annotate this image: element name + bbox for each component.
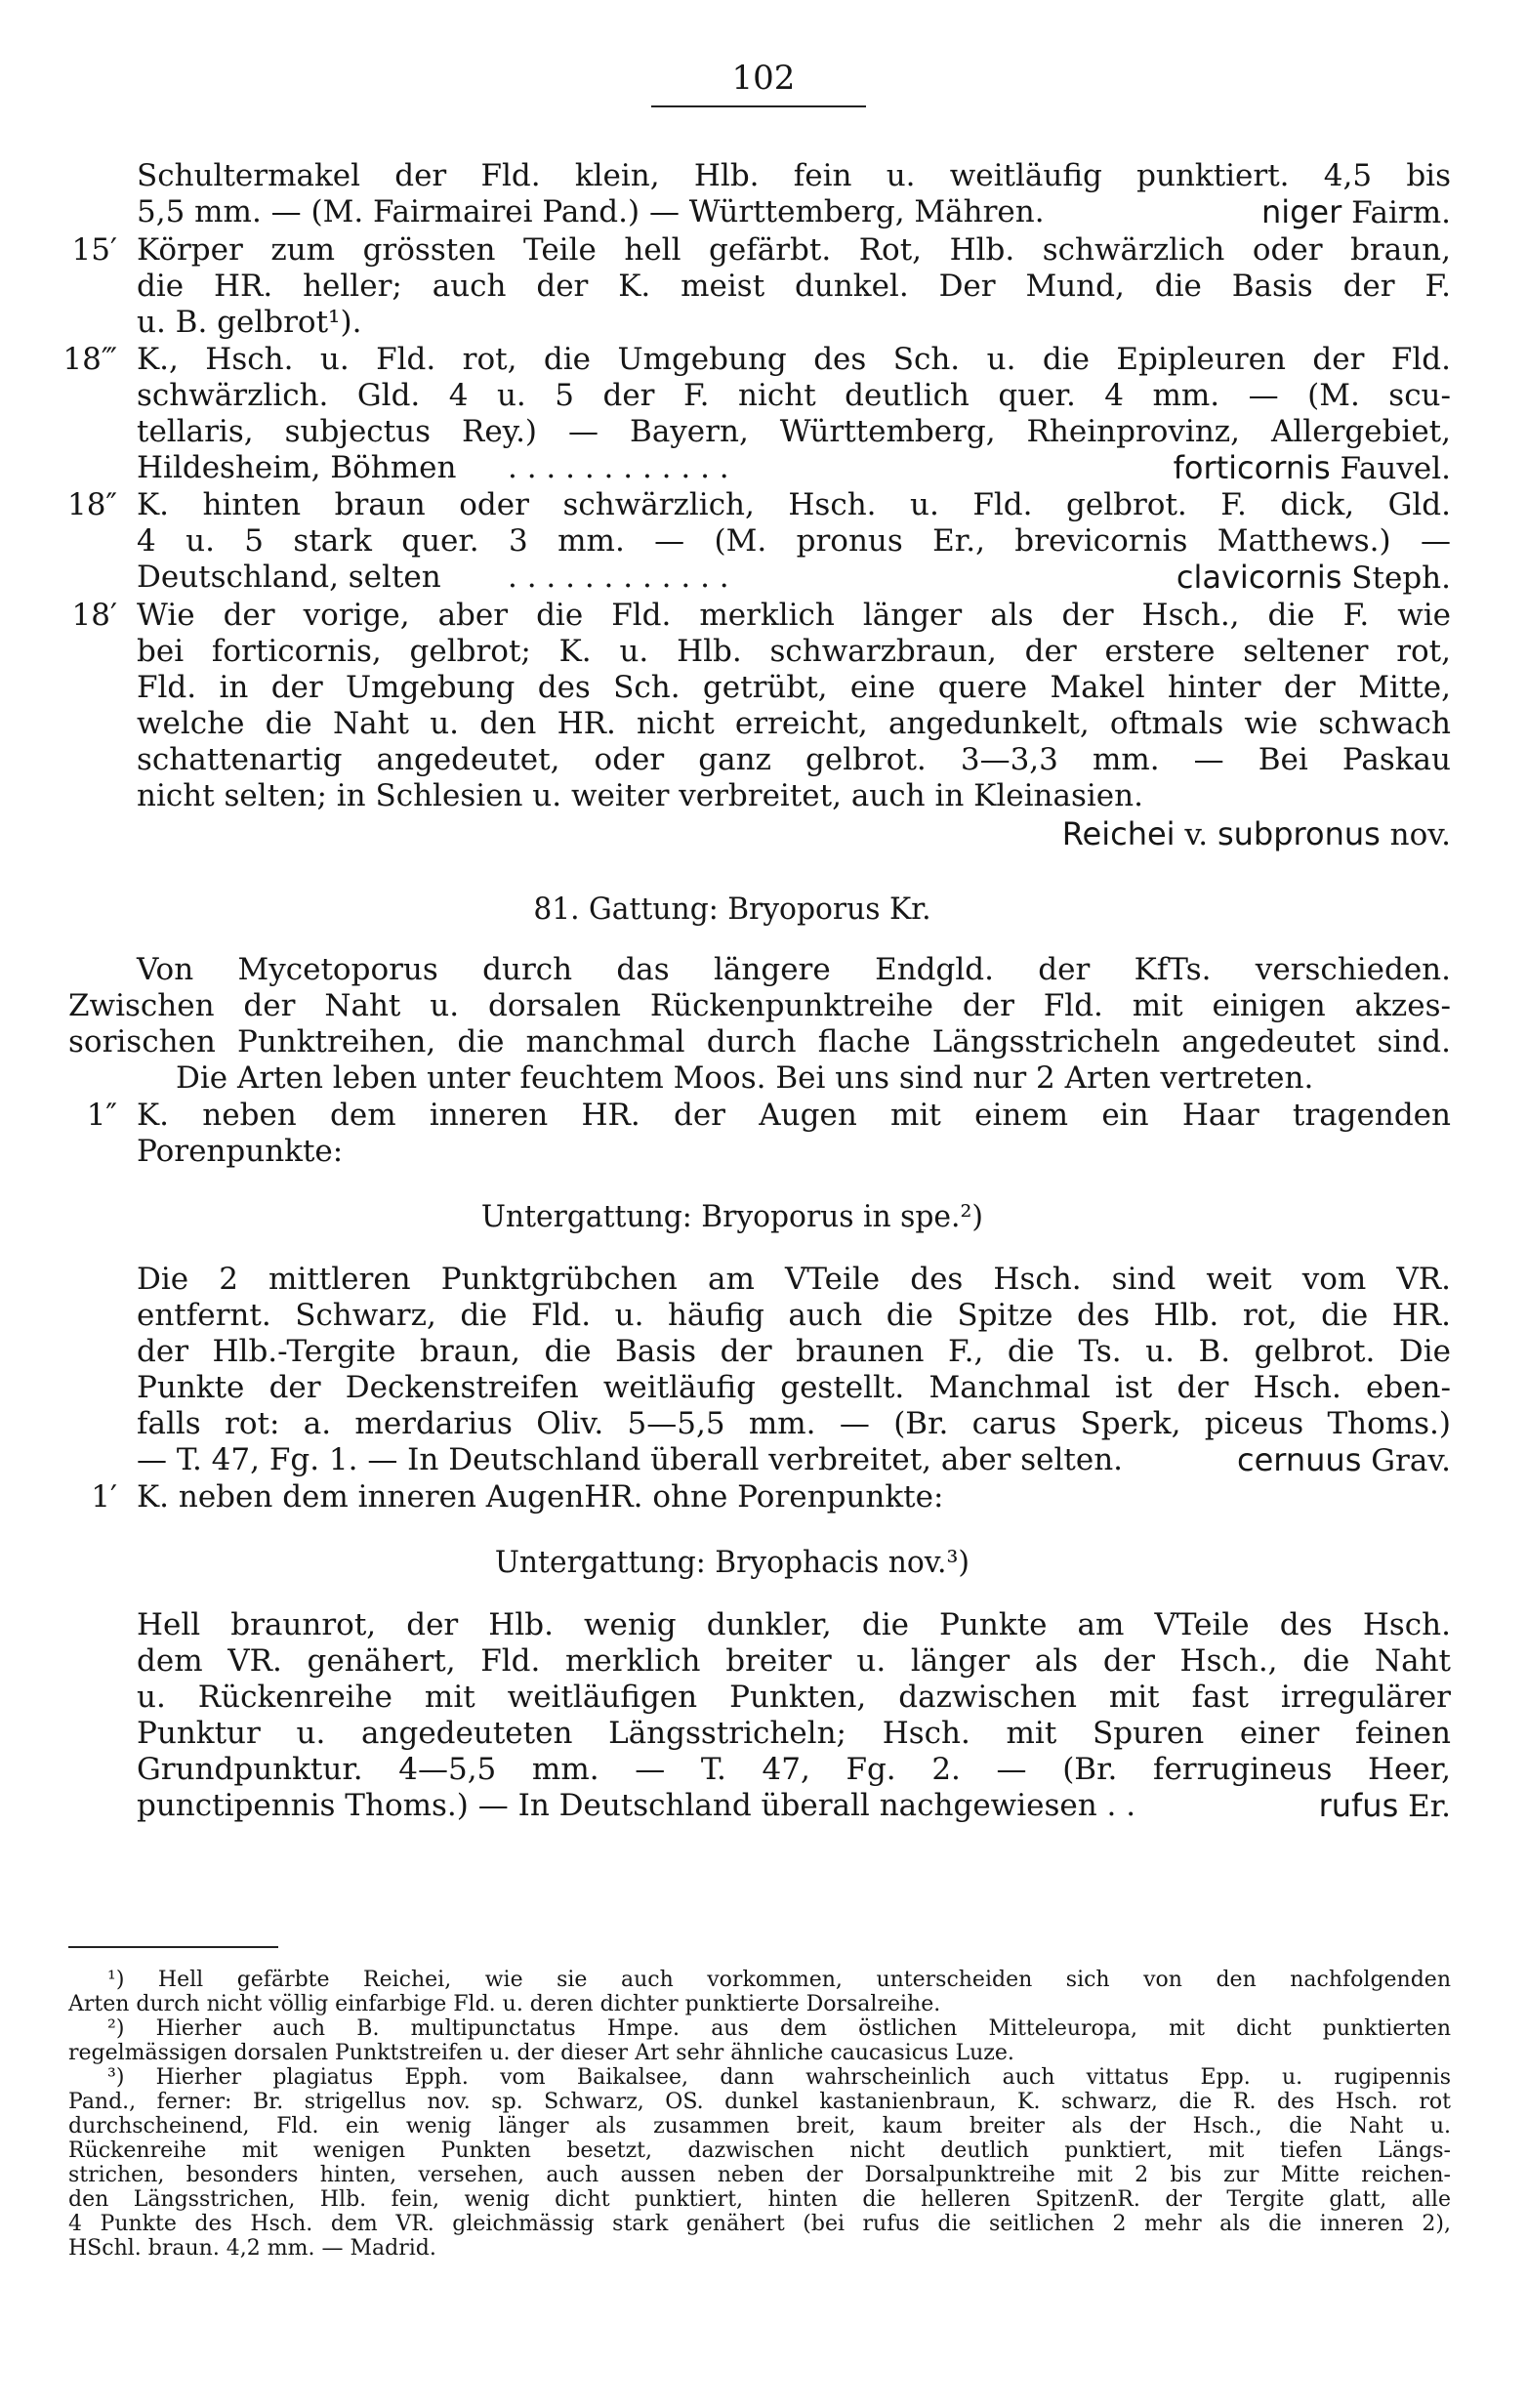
leader-dots: . . . . . . . . . . . .	[508, 560, 729, 595]
footnote-line: regelmässigen dorsalen Punktstreifen u. der dieser Art sehr ähnliche caucasicus Luze.	[68, 2041, 1014, 2065]
header-rule	[651, 105, 866, 107]
species-author: Grav.	[1371, 1443, 1451, 1478]
footnote-line: Arten durch nicht völlig einfarbige Fld. u. deren dichter punktierte Dorsalreihe.	[68, 1992, 941, 2016]
footnote-line: 4 Punkte des Hsch. dem VR. gleichmässig stark genähert (bei rufus die seitlichen 2 mehr als die inneren 2),	[68, 2212, 1451, 2236]
text-line: Die Arten leben unter feuchtem Moos. Bei uns sind nur 2 Arten vertreten.	[176, 1060, 1314, 1096]
subgenus-heading: Untergattung: Bryophacis nov.³)	[494, 1545, 970, 1580]
text-line: punctipennis Thoms.) — In Deutschland überall nachgewiesen . .	[137, 1788, 1136, 1823]
text-line: dem VR. genähert, Fld. merklich breiter u. länger als der Hsch., die Naht	[137, 1643, 1451, 1679]
footnote-line: den Längsstrichen, Hlb. fein, wenig dicht punktiert, hinten die helleren SpitzenR. der Tergite glatt, alle	[68, 2187, 1451, 2212]
text-line: die HR. heller; auch der K. meist dunkel. Der Mund, die Basis der F.	[137, 269, 1451, 304]
couplet-number: 18‴	[62, 342, 117, 377]
text-line: schattenartig angedeutet, oder ganz gelbrot. 3—3,3 mm. — Bei Paskau	[137, 742, 1451, 777]
species-rank: v.	[1184, 817, 1209, 852]
text-line: Wie der vorige, aber die Fld. merklich länger als der Hsch., die F. wie	[137, 598, 1451, 633]
text-line: K. hinten braun oder schwärzlich, Hsch. u. Fld. gelbrot. F. dick, Gld.	[137, 487, 1451, 522]
text-line: u. Rückenreihe mit weitläufigen Punkten, dazwischen mit fast irregulärer	[137, 1680, 1451, 1715]
species-entry	[1074, 1442, 1451, 1478]
footnote-line: ³) Hierher plagiatus Epph. vom Baikalsee, dann wahrscheinlich auch vittatus Epp. u. rugipennis	[107, 2065, 1451, 2090]
species-entry	[976, 450, 1451, 486]
text-line: Hildesheim, Böhmen	[137, 450, 457, 485]
text-line: u. B. gelbrot¹).	[137, 305, 362, 340]
subgenus-heading: Untergattung: Bryoporus in spe.²)	[480, 1199, 983, 1234]
subspecies-name: subpronus	[1217, 815, 1381, 852]
footnote-line: ²) Hierher auch B. multipunctatus Hmpe. aus dem östlichen Mitteleuropa, mit dicht punktierten	[107, 2016, 1451, 2041]
species-name: Reichei	[1061, 815, 1176, 852]
text-line: sorischen Punktreihen, die manchmal durch flache Längsstricheln angedeutet sind.	[68, 1024, 1451, 1059]
text-line: Hell braunrot, der Hlb. wenig dunkler, die Punkte am VTeile des Hsch.	[137, 1607, 1451, 1642]
text-line: Grundpunktur. 4—5,5 mm. — T. 47, Fg. 2. — (Br. ferrugineus Heer,	[137, 1752, 1451, 1787]
text-line: schwärzlich. Gld. 4 u. 5 der F. nicht deutlich quer. 4 mm. — (M. scu-	[137, 378, 1451, 413]
footnote-line: HSchl. braun. 4,2 mm. — Madrid.	[68, 2236, 436, 2261]
species-entry	[879, 816, 1451, 852]
couplet-number: 15′	[71, 232, 117, 268]
species-entry	[1172, 1788, 1451, 1824]
text-line: Punkte der Deckenstreifen weitläufig gestellt. Manchmal ist der Hsch. eben-	[137, 1370, 1451, 1405]
text-line: nicht selten; in Schlesien u. weiter verbreitet, auch in Kleinasien.	[137, 778, 1143, 813]
species-name: cernuus	[1236, 1441, 1362, 1478]
text-line: Von Mycetoporus durch das längere Endgld. der KfTs. verschieden.	[137, 952, 1451, 987]
text-line: Punktur u. angedeuteten Längsstricheln; Hsch. mit Spuren einer feinen	[137, 1716, 1451, 1751]
footnote-line: ¹) Hell gefärbte Reichei, wie sie auch vorkommen, unterscheiden sich von den nachfolgenden	[107, 1968, 1451, 1992]
text-line: K. neben dem inneren HR. der Augen mit einem ein Haar tragenden	[137, 1098, 1451, 1133]
species-author: Er.	[1408, 1789, 1451, 1824]
species-author: nov.	[1389, 817, 1451, 852]
text-line: Zwischen der Naht u. dorsalen Rückenpunktreihe der Fld. mit einigen akzes-	[68, 988, 1451, 1023]
footnote-line: durchscheinend, Fld. ein wenig länger als zusammen breit, kaum breiter als der Hsch., die Naht u.	[68, 2114, 1451, 2138]
text-line: Deutschland, selten	[137, 560, 441, 595]
species-entry	[976, 194, 1451, 230]
species-author: Fairm.	[1351, 195, 1451, 230]
footnote-line: strichen, besonders hinten, versehen, auch aussen neben der Dorsalpunktreihe mit 2 bis zur Mitte reichen-	[68, 2163, 1451, 2187]
text-line: bei forticornis, gelbrot; K. u. Hlb. schwarzbraun, der erstere seltener rot,	[137, 634, 1451, 669]
footnote-rule	[68, 1946, 278, 1948]
couplet-number: 1″	[86, 1098, 117, 1133]
text-line: K. neben dem inneren AugenHR. ohne Porenpunkte:	[137, 1479, 944, 1515]
text-line: Fld. in der Umgebung des Sch. getrübt, eine quere Makel hinter der Mitte,	[137, 670, 1451, 705]
text-line: K., Hsch. u. Fld. rot, die Umgebung des Sch. u. die Epipleuren der Fld.	[137, 342, 1451, 377]
couplet-number: 1′	[91, 1479, 117, 1515]
species-name: niger	[1260, 193, 1342, 230]
page-number: 102	[731, 59, 796, 98]
text-line: Die 2 mittleren Punktgrübchen am VTeile des Hsch. sind weit vom VR.	[137, 1262, 1451, 1297]
species-name: forticornis	[1173, 449, 1331, 486]
species-name: clavicornis	[1176, 559, 1342, 596]
text-line: Körper zum grössten Teile hell gefärbt. Rot, Hlb. schwärzlich oder braun,	[137, 232, 1451, 268]
text-line: entfernt. Schwarz, die Fld. u. häufig auch die Spitze des Hlb. rot, die HR.	[137, 1298, 1451, 1333]
species-author: Fauvel.	[1340, 451, 1451, 486]
text-line: der Hlb.-Tergite braun, die Basis der braunen F., die Ts. u. B. gelbrot. Die	[137, 1334, 1451, 1369]
footnote-line: Rückenreihe mit wenigen Punkten besetzt, dazwischen nicht deutlich punktiert, mit tiefen Längs-	[68, 2138, 1451, 2163]
text-line: Schultermakel der Fld. klein, Hlb. fein u. weitläufig punktiert. 4,5 bis	[137, 158, 1451, 193]
text-line: — T. 47, Fg. 1. — In Deutschland überall verbreitet, aber selten.	[137, 1442, 1124, 1477]
couplet-number: 18″	[66, 487, 117, 522]
species-author: Steph.	[1351, 560, 1451, 596]
leader-dots: . . . . . . . . . . . .	[508, 450, 729, 485]
couplet-number: 18′	[71, 598, 117, 633]
text-line: Porenpunkte:	[137, 1134, 344, 1169]
footnote-line: Pand., ferner: Br. strigellus nov. sp. Schwarz, OS. dunkel kastanienbraun, K. schwarz, die R. des Hsch. rot	[68, 2090, 1451, 2114]
text-line: falls rot: a. merdarius Oliv. 5—5,5 mm. — (Br. carus Sperk, piceus Thoms.)	[137, 1406, 1451, 1441]
genus-heading: 81. Gattung: Bryoporus Kr.	[533, 892, 931, 927]
species-name: rufus	[1318, 1787, 1399, 1824]
text-line: welche die Naht u. den HR. nicht erreicht, angedunkelt, oftmals wie schwach	[137, 706, 1451, 741]
text-line: 4 u. 5 stark quer. 3 mm. — (M. pronus Er., brevicornis Matthews.) —	[137, 523, 1451, 559]
text-line: 5,5 mm. — (M. Fairmairei Pand.) — Württemberg, Mähren.	[137, 194, 1045, 229]
text-line: tellaris, subjectus Rey.) — Bayern, Württemberg, Rheinprovinz, Allergebiet,	[137, 414, 1451, 449]
species-entry	[976, 560, 1451, 596]
